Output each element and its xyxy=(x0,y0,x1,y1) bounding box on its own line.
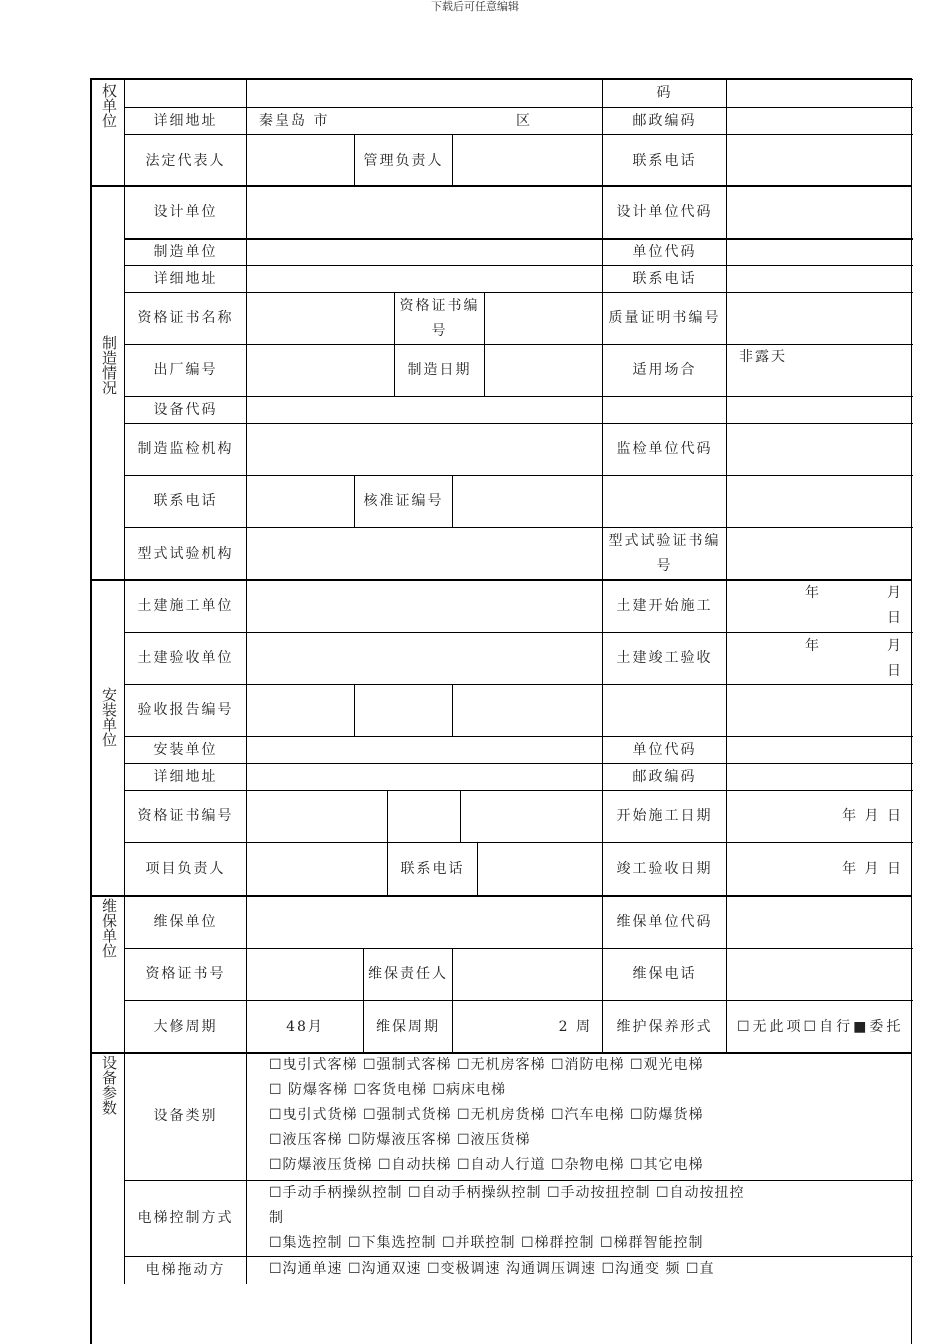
install-cert-extra[interactable] xyxy=(387,790,460,842)
control-row-1[interactable]: ☐手动手柄操纵控制 ☐自动手柄操纵控制 ☐手动按扭控制 ☐自动按扭控 xyxy=(269,1185,745,1201)
install-address-label: 详细地址 xyxy=(124,763,246,790)
type-test-org-value[interactable] xyxy=(246,527,602,580)
serial-no-value[interactable] xyxy=(246,344,394,396)
params-section xyxy=(90,1052,912,1344)
report-no-extra-2[interactable] xyxy=(452,684,602,736)
category-row-5[interactable]: ☐防爆液压货梯 ☐自动扶梯 ☐自动人行道 ☐杂物电梯 ☐其它电梯 xyxy=(269,1157,704,1173)
owner-address-city[interactable]: 秦皇岛 市 xyxy=(246,107,446,134)
start-date-label: 开始施工日期 xyxy=(602,790,726,842)
maintain-section-label: 维保单位 xyxy=(100,898,118,958)
report-no-label: 验收报告编号 xyxy=(124,684,246,736)
owner-section-label: 权单位 xyxy=(100,83,118,128)
make-date-label: 制造日期 xyxy=(394,344,484,396)
control-label: 电梯控制方式 xyxy=(124,1180,246,1256)
maintain-unit-value[interactable] xyxy=(246,896,602,948)
pm-phone-value[interactable] xyxy=(477,842,602,896)
device-code-value[interactable] xyxy=(246,396,602,423)
install-cert-label: 资格证书编号 xyxy=(124,790,246,842)
category-options[interactable] xyxy=(246,1053,913,1180)
civil-start-value[interactable] xyxy=(726,580,913,632)
quality-cert-value[interactable] xyxy=(726,292,913,344)
maintain-person-label: 维保责任人 xyxy=(363,948,452,1000)
owner-name-value[interactable] xyxy=(246,79,602,107)
device-code-extra-2[interactable] xyxy=(726,396,913,423)
maintain-section-title xyxy=(92,898,125,958)
owner-code-value[interactable] xyxy=(726,79,913,107)
civil-start-year: 年 xyxy=(805,585,821,601)
civil-unit-label: 土建施工单位 xyxy=(124,580,246,632)
inspect-phone-value[interactable] xyxy=(246,475,354,527)
maintain-section xyxy=(90,895,912,1053)
maker-phone-value[interactable] xyxy=(726,265,913,292)
maintain-code-label: 维保单位代码 xyxy=(602,896,726,948)
params-section-label: 设备参数 xyxy=(100,1055,118,1115)
install-postcode-label: 邮政编码 xyxy=(602,763,726,790)
owner-phone-label: 联系电话 xyxy=(602,134,726,187)
serial-no-label: 出厂编号 xyxy=(124,344,246,396)
maker-address-value[interactable] xyxy=(246,265,602,292)
civil-accept-unit-value[interactable] xyxy=(246,632,602,684)
civil-unit-value[interactable] xyxy=(246,580,602,632)
params-section-title xyxy=(92,1055,125,1115)
pm-value[interactable] xyxy=(246,842,387,896)
owner-name-label xyxy=(124,79,246,107)
type-test-cert-label: 型式试验证书编号 xyxy=(602,527,726,580)
category-row-2[interactable]: ☐ 防爆客梯 ☐客货电梯 ☐病床电梯 xyxy=(269,1082,507,1098)
cycle-value[interactable]: 2 周 xyxy=(452,1000,602,1053)
category-label: 设备类别 xyxy=(124,1053,246,1180)
maintain-phone-label: 维保电话 xyxy=(602,948,726,1000)
overhaul-value[interactable]: 48月 xyxy=(246,1000,363,1053)
inspect-org-label: 制造监检机构 xyxy=(124,423,246,475)
design-unit-value[interactable] xyxy=(246,186,602,238)
usage-label: 适用场合 xyxy=(602,344,726,396)
type-test-org-label: 型式试验机构 xyxy=(124,527,246,580)
install-unit-value[interactable] xyxy=(246,736,602,763)
civil-done-value[interactable] xyxy=(726,632,913,684)
page-header: 下载后可任意编辑 xyxy=(431,0,519,13)
approval-no-label: 核准证编号 xyxy=(354,475,452,527)
owner-code-label: 码 xyxy=(602,79,726,107)
install-cert-extra-2[interactable] xyxy=(460,790,602,842)
cert-name-label: 资格证书名称 xyxy=(124,292,246,344)
inspect-code-label: 监检单位代码 xyxy=(602,423,726,475)
maker-unit-label: 制造单位 xyxy=(124,238,246,265)
manufacture-section xyxy=(90,185,912,580)
owner-address-label: 详细地址 xyxy=(124,107,246,134)
control-options[interactable] xyxy=(246,1180,913,1256)
maintain-form-options[interactable]: ☐无此项☐自行■委托 xyxy=(726,1000,913,1053)
drive-row[interactable]: ☐沟通单速 ☐沟通双速 ☐变极调速 沟通调压调速 ☐沟通变 频 ☐直 xyxy=(269,1261,715,1277)
owner-manager-value[interactable] xyxy=(452,134,602,187)
drive-options[interactable] xyxy=(246,1256,913,1284)
type-test-cert-value[interactable] xyxy=(726,527,913,580)
category-row-4[interactable]: ☐液压客梯 ☐防爆液压客梯 ☐液压货梯 xyxy=(269,1132,531,1148)
maintain-form-label: 维护保养形式 xyxy=(602,1000,726,1053)
owner-postcode-value[interactable] xyxy=(726,107,913,134)
report-no-extra[interactable] xyxy=(354,684,452,736)
approval-extra[interactable] xyxy=(602,475,726,527)
civil-done-label: 土建竣工验收 xyxy=(602,632,726,684)
control-row-2[interactable]: 制 xyxy=(269,1210,284,1226)
category-row-1[interactable]: ☐曳引式客梯 ☐强制式客梯 ☐无机房客梯 ☐消防电梯 ☐观光电梯 xyxy=(269,1057,704,1073)
maker-code-value[interactable] xyxy=(726,238,913,265)
owner-address-district[interactable]: 区 xyxy=(446,107,602,134)
design-code-value[interactable] xyxy=(726,186,913,238)
civil-start-label: 土建开始施工 xyxy=(602,580,726,632)
accept-date-label: 竣工验收日期 xyxy=(602,842,726,896)
make-date-value[interactable] xyxy=(484,344,602,396)
install-code-label: 单位代码 xyxy=(602,736,726,763)
civil-start-month: 月 xyxy=(887,585,903,601)
manufacture-section-title xyxy=(92,335,125,395)
install-cert-value[interactable] xyxy=(246,790,387,842)
inspect-phone-label: 联系电话 xyxy=(124,475,246,527)
drive-label: 电梯拖动方 xyxy=(124,1256,246,1284)
cert-name-value[interactable] xyxy=(246,292,394,344)
maker-code-label: 单位代码 xyxy=(602,238,726,265)
civil-start-day: 日 xyxy=(887,610,903,626)
owner-legal-rep-label: 法定代表人 xyxy=(124,134,246,187)
report-no-value[interactable] xyxy=(246,684,354,736)
civil-done-month: 月 xyxy=(887,638,903,654)
quality-cert-label: 质量证明书编号 xyxy=(602,292,726,344)
install-section xyxy=(90,579,912,896)
pm-phone-label: 联系电话 xyxy=(387,842,477,896)
pm-label: 项目负责人 xyxy=(124,842,246,896)
civil-accept-unit-label: 土建验收单位 xyxy=(124,632,246,684)
owner-manager-label: 管理负责人 xyxy=(354,134,452,187)
owner-postcode-label: 邮政编码 xyxy=(602,107,726,134)
report-no-extra-3[interactable] xyxy=(602,684,726,736)
design-code-label: 设计单位代码 xyxy=(602,186,726,238)
device-code-label: 设备代码 xyxy=(124,396,246,423)
inspect-code-value[interactable] xyxy=(726,423,913,475)
category-row-3[interactable]: ☐曳引式货梯 ☐强制式货梯 ☐无机房货梯 ☐汽车电梯 ☐防爆货梯 xyxy=(269,1107,704,1123)
install-code-value[interactable] xyxy=(726,736,913,763)
owner-section xyxy=(90,78,912,187)
cycle-label: 维保周期 xyxy=(363,1000,452,1053)
maker-address-label: 详细地址 xyxy=(124,265,246,292)
approval-extra-2[interactable] xyxy=(726,475,913,527)
device-code-extra[interactable] xyxy=(602,396,726,423)
install-postcode-value[interactable] xyxy=(726,763,913,790)
maintain-person-value[interactable] xyxy=(452,948,602,1000)
civil-done-year: 年 xyxy=(805,638,821,654)
registration-form xyxy=(90,78,912,1344)
overhaul-label: 大修周期 xyxy=(124,1000,246,1053)
install-address-value[interactable] xyxy=(246,763,602,790)
maker-phone-label: 联系电话 xyxy=(602,265,726,292)
accept-date-value[interactable]: 年 月 日 xyxy=(726,842,913,896)
usage-value[interactable]: 非露天 xyxy=(726,344,913,396)
report-no-extra-4[interactable] xyxy=(726,684,913,736)
civil-done-day: 日 xyxy=(887,663,903,679)
cert-no-label: 资格证书编号 xyxy=(394,292,484,344)
maintain-cert-value[interactable] xyxy=(246,948,363,1000)
manufacture-section-label: 制造情况 xyxy=(100,335,118,395)
maintain-unit-label: 维保单位 xyxy=(124,896,246,948)
owner-phone-value[interactable] xyxy=(726,134,913,187)
owner-legal-rep-value[interactable] xyxy=(246,134,354,187)
start-date-value[interactable]: 年 月 日 xyxy=(726,790,913,842)
inspect-org-value[interactable] xyxy=(246,423,602,475)
install-section-label: 安装单位 xyxy=(100,687,118,747)
install-unit-label: 安装单位 xyxy=(124,736,246,763)
maintain-code-value[interactable] xyxy=(726,896,913,948)
maker-unit-value[interactable] xyxy=(246,238,602,265)
maintain-cert-label: 资格证书号 xyxy=(124,948,246,1000)
control-row-3[interactable]: ☐集选控制 ☐下集选控制 ☐并联控制 ☐梯群控制 ☐梯群智能控制 xyxy=(269,1235,704,1251)
approval-no-value[interactable] xyxy=(452,475,602,527)
maintain-phone-value[interactable] xyxy=(726,948,913,1000)
install-section-title xyxy=(92,687,125,747)
owner-section-title xyxy=(92,83,125,128)
cert-no-value[interactable] xyxy=(484,292,602,344)
design-unit-label: 设计单位 xyxy=(124,186,246,238)
